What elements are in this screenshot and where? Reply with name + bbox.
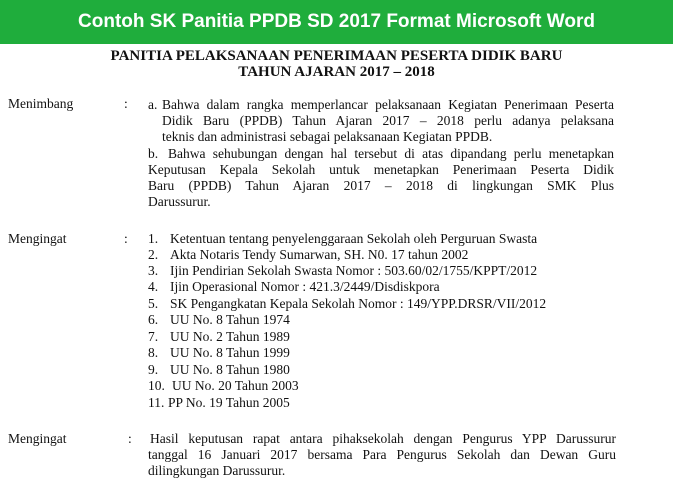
list-item-number: 11. <box>148 395 165 410</box>
menimbang-b-line-3: Baru (PPDB) Tahun Ajaran 2017 – 2018 di lingkungan SMK Plus <box>148 178 614 193</box>
menimbang-a-line-3: teknis dan administrasi sebagai pelaksanaan Kegiatan PPDB. <box>162 129 493 144</box>
mengingat-label: Mengingat <box>8 231 67 246</box>
list-item <box>148 378 299 394</box>
list-item <box>148 296 546 312</box>
list-item-text: UU No. 8 Tahun 1999 <box>170 345 290 360</box>
list-item-text: Akta Notaris Tendy Sumarwan, SH. N0. 17 tahun 2002 <box>170 247 469 262</box>
list-item-number: 2. <box>148 247 159 262</box>
document-heading-line-1: PANITIA PELAKSANAAN PENERIMAAN PESERTA DIDIK BARU <box>110 48 563 64</box>
document-heading-line-2: TAHUN AJARAN 2017 – 2018 <box>238 64 435 80</box>
banner-title: Contoh SK Panitia PPDB SD 2017 Format Microsoft Word <box>78 11 595 32</box>
list-item-text: Ketentuan tentang penyelenggaraan Sekolah oleh Perguruan Swasta <box>170 231 538 246</box>
list-item <box>148 279 440 295</box>
menimbang-a-line-1: Bahwa dalam rangka memperlancar pelaksanaan Kegiatan Penerimaan Peserta <box>162 97 614 112</box>
menimbang-colon: : <box>124 96 128 111</box>
list-item-text: UU No. 8 Tahun 1974 <box>170 312 290 327</box>
list-item-number: 4. <box>148 279 159 294</box>
mengingat-2-line-3: dilingkungan Darussurur. <box>148 463 286 478</box>
list-item-number: 6. <box>148 312 159 327</box>
list-item-number: 1. <box>148 231 159 246</box>
list-item-number: 10. <box>148 378 165 393</box>
menimbang-b-line-4: Darussurur. <box>148 194 211 209</box>
list-item <box>148 395 290 411</box>
list-item <box>148 247 468 263</box>
list-item-number: 9. <box>148 362 159 377</box>
list-item-text: UU No. 8 Tahun 1980 <box>170 362 290 377</box>
list-item-text: PP No. 19 Tahun 2005 <box>168 395 290 410</box>
list-item <box>148 329 290 345</box>
mengingat-2-line-2: tanggal 16 Januari 2017 bersama Para Pengurus Sekolah dan Dewan Guru <box>148 447 616 462</box>
menimbang-label: Menimbang <box>8 96 74 111</box>
list-item-text: Ijin Pendirian Sekolah Swasta Nomor : 503.60/02/1755/KPPT/2012 <box>170 263 538 278</box>
list-item-text: Ijin Operasional Nomor : 421.3/2449/Disdiskpora <box>170 279 440 294</box>
list-item-number: 8. <box>148 345 159 360</box>
list-item <box>148 345 290 361</box>
menimbang-b-marker: b. <box>148 146 159 161</box>
list-item-text: UU No. 2 Tahun 1989 <box>170 329 290 344</box>
list-item-text: UU No. 20 Tahun 2003 <box>172 378 299 393</box>
list-item <box>148 263 537 279</box>
mengingat-colon: : <box>124 231 128 246</box>
menimbang-a-line-2: Didik Baru (PPDB) Tahun Ajaran 2017 – 2018 perlu adanya pelaksana <box>162 113 614 128</box>
mengingat-2-colon: : <box>128 431 132 446</box>
list-item-number: 3. <box>148 263 159 278</box>
mengingat-2-line-1: Hasil keputusan rapat antara pihaksekolah dengan Pengurus YPP Darussurur <box>150 431 616 446</box>
list-item <box>148 231 537 247</box>
mengingat-2-label: Mengingat <box>8 431 67 446</box>
list-item <box>148 362 290 378</box>
menimbang-b-line-1: Bahwa sehubungan dengan hal tersebut di atas dipandang perlu menetapkan <box>168 146 614 161</box>
list-item-number: 5. <box>148 296 159 311</box>
list-item-text: SK Pengangkatan Kepala Sekolah Nomor : 149/YPP.DRSR/VII/2012 <box>170 296 547 311</box>
title-banner <box>0 0 673 44</box>
menimbang-a-marker: a. <box>148 97 158 112</box>
menimbang-b-line-2: Keputusan Kepala Sekolah untuk menetapkan Penerimaan Peserta Didik <box>148 162 614 177</box>
list-item-number: 7. <box>148 329 159 344</box>
list-item <box>148 312 290 328</box>
